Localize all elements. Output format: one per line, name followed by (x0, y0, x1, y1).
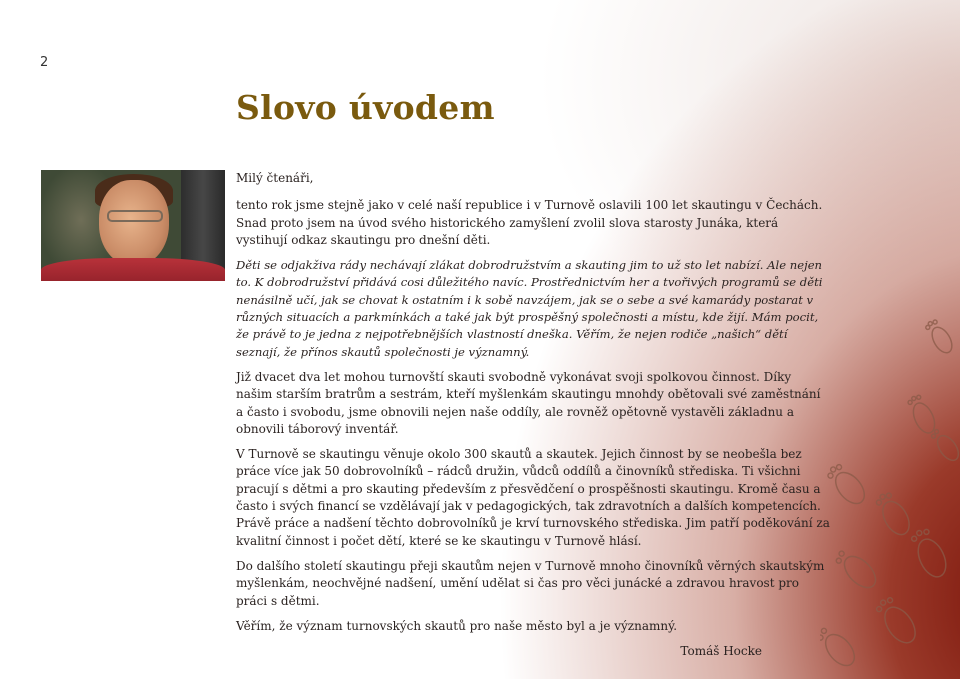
paragraph-wishes: Do dalšího století skautingu přeji skautům nejen v Turnově mnoho činovníků věrných skautským myšlenkám, neochvějné nadšení, umění udělat si čas pro věci junácké a zdravou hravost pro práci s dětmi. (236, 558, 825, 608)
page-title: Slovo úvodem (236, 88, 495, 127)
paragraph-closing: Věřím, že význam turnovských skautů pro naše město byl a je významný. (236, 618, 678, 633)
page-number: 2 (40, 55, 49, 70)
paragraph-history: Již dvacet dva let mohou turnovští skauti svobodně vykonávat svoji spolkovou činnost. Díky našim starším bratrům a sestrám, kteří myšlenkám skautingu mnohdy obětovali své zaměstnání a často i svobodu, jsme obnovili nejen naše oddíly, ale rovněž opětovně vystavěli základnu a obnovili táborový inventář. (236, 369, 821, 436)
paragraph-volunteers: V Turnově se skautingu věnuje okolo 300 skautů a skautek. Jejich činnost by se neobešla bez práce více jak 50 dobrovolníků – rádců družin, vůdců oddílů a činovníků střediska. Ti všichni pracují s dětmi a pro skauting především z přesvědčení o prospěšnosti skautingu. Kromě času a často i svých financí se vzdělávají jak v pedagogických, tak zdravotních a dalších kompetencích. Právě práce a nadšení těchto dobrovolníků je krví turnovského střediska. Jim patří poděkování za kvalitní činnost i počet dětí, které se ke skautingu v Turnově hlásí. (236, 447, 830, 548)
letter-content (236, 170, 830, 668)
photo-face (99, 180, 169, 266)
footprints-icon (820, 310, 960, 679)
paragraph-quote: Děti se odjakživa rády nechávají zlákat dobrodružstvím a skauting jim to už sto let nabízí. Ale nejen to. K dobrodružství přidává cosi důležitého navíc. Prostřednictvím her a tvořivých programů se děti nenásilně učí, jak se chovat k ostatním i k sobě navzájem, jak se o sebe a své kamarády postarat v různých situacích a parkmínkách a také jak být prospěšný společnosti a místu, kde žijí. Mám pocit, že právě to je jedna z nejpotřebnějších vlastností dneška. Věřím, že nejen rodiče „našich“ dětí seznají, že přínos skautů společnosti je významný. (236, 258, 823, 359)
portrait-photo (41, 170, 225, 281)
signature: Tomáš Hocke (680, 644, 762, 659)
salutation: Milý čtenáři, (236, 171, 314, 185)
paragraph-intro: tento rok jsme stejně jako v celé naší republice i v Turnově oslavili 100 let skautingu v Čechách. Snad proto jsem na úvod svého historického zamyšlení zvolil slova starosty Junáka, která vystihují odkaz skautingu pro dnešní děti. (236, 198, 823, 247)
photo-glasses (107, 210, 163, 222)
photo-shirt (41, 258, 225, 281)
